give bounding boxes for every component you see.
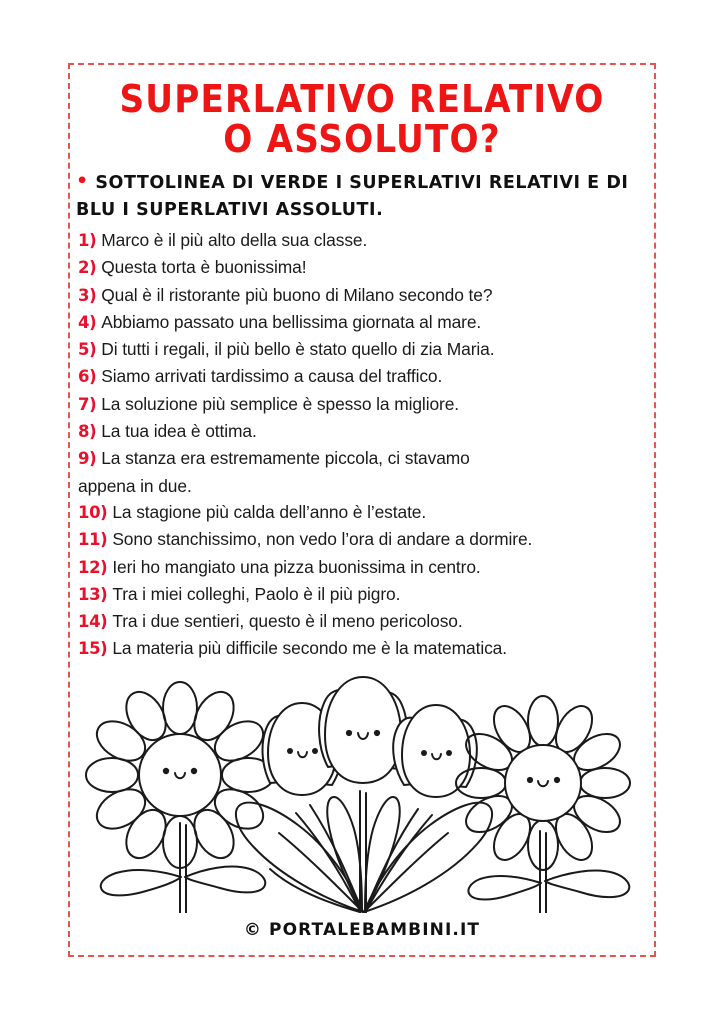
item-text: Tra i miei colleghi, Paolo è il più pigro.	[112, 583, 401, 604]
page-title	[68, 79, 656, 159]
daisy-face-right	[505, 745, 581, 821]
item-number: 2)	[78, 258, 97, 278]
item-text: La stagione più calda dell’anno è l’estate.	[112, 501, 427, 522]
list-item	[78, 282, 656, 309]
list-item	[78, 581, 656, 608]
item-text: La soluzione più semplice è spesso la migliore.	[101, 393, 460, 414]
list-item	[78, 526, 656, 553]
eye-left	[287, 748, 293, 754]
item-number: 13)	[78, 584, 108, 604]
instruction-text	[76, 170, 652, 224]
list-item	[78, 445, 656, 499]
item-number: 15)	[78, 639, 108, 659]
eye-right	[446, 750, 452, 756]
daisy-flower-right	[456, 696, 630, 870]
title-line-1: SUPERLATIVO RELATIVO	[119, 77, 605, 121]
item-text: La tua idea è ottima.	[101, 421, 257, 442]
eye-right	[554, 777, 560, 783]
item-text: Sono stanchissimo, non vedo l’ora di andare a dormire.	[112, 529, 533, 550]
footer-credit: © PORTALEBAMBINI.IT	[243, 920, 481, 940]
list-item	[78, 554, 656, 581]
eye-right	[312, 748, 318, 754]
eye-right	[374, 730, 380, 736]
item-text: Siamo arrivati tardissimo a causa del traffico.	[101, 366, 443, 387]
instruction-label: SOTTOLINEA DI VERDE I SUPERLATIVI RELATIVI E DI BLU I SUPERLATIVI ASSOLUTI.	[76, 173, 629, 220]
bullet-icon: •	[76, 170, 89, 192]
item-text: Marco è il più alto della sua classe.	[101, 230, 368, 250]
item-text-continuation: appena in due.	[78, 475, 192, 496]
item-number: 6)	[78, 367, 97, 387]
item-number: 14)	[78, 612, 108, 632]
tulip-flower-center	[319, 677, 407, 783]
list-item	[78, 309, 656, 336]
list-item	[78, 227, 656, 254]
eye-left	[346, 730, 352, 736]
list-item	[78, 336, 656, 363]
item-text: Ieri ho mangiato una pizza buonissima in centro.	[112, 556, 481, 577]
eye-right	[191, 768, 197, 774]
list-item	[78, 608, 656, 635]
item-number: 7)	[78, 394, 97, 414]
item-number: 8)	[78, 422, 97, 442]
daisy-face-left	[139, 734, 221, 816]
list-item	[78, 499, 656, 526]
eye-left	[421, 750, 427, 756]
item-number: 10)	[78, 502, 108, 522]
eye-left	[527, 777, 533, 783]
item-number: 4)	[78, 312, 97, 332]
list-item	[78, 391, 656, 418]
item-number: 9)	[78, 449, 97, 469]
item-text: Abbiamo passato una bellissima giornata al mare.	[101, 311, 482, 332]
item-text: La stanza era estremamente piccola, ci stavamo	[101, 448, 470, 469]
list-item	[78, 635, 656, 662]
flowers-illustration	[74, 663, 650, 913]
item-text: Questa torta è buonissima!	[101, 257, 307, 278]
item-number: 12)	[78, 557, 108, 577]
eye-left	[163, 768, 169, 774]
item-text: Di tutti i regali, il più bello è stato quello di zia Maria.	[101, 339, 495, 360]
item-text: Tra i due sentieri, questo è il meno pericoloso.	[112, 611, 463, 632]
title-line-2: O ASSOLUTO?	[223, 117, 501, 161]
item-number: 1)	[78, 231, 97, 250]
item-number: 5)	[78, 340, 97, 360]
item-text: Qual è il ristorante più buono di Milano secondo te?	[101, 284, 493, 305]
item-number: 11)	[78, 530, 108, 550]
list-item	[78, 418, 656, 445]
worksheet-content	[68, 63, 656, 957]
exercise-list	[78, 227, 656, 663]
item-number: 3)	[78, 285, 97, 305]
list-item	[78, 363, 656, 390]
tulip-flower-right	[393, 705, 477, 797]
item-text: La materia più difficile secondo me è la matematica.	[112, 638, 507, 659]
list-item	[78, 254, 656, 281]
